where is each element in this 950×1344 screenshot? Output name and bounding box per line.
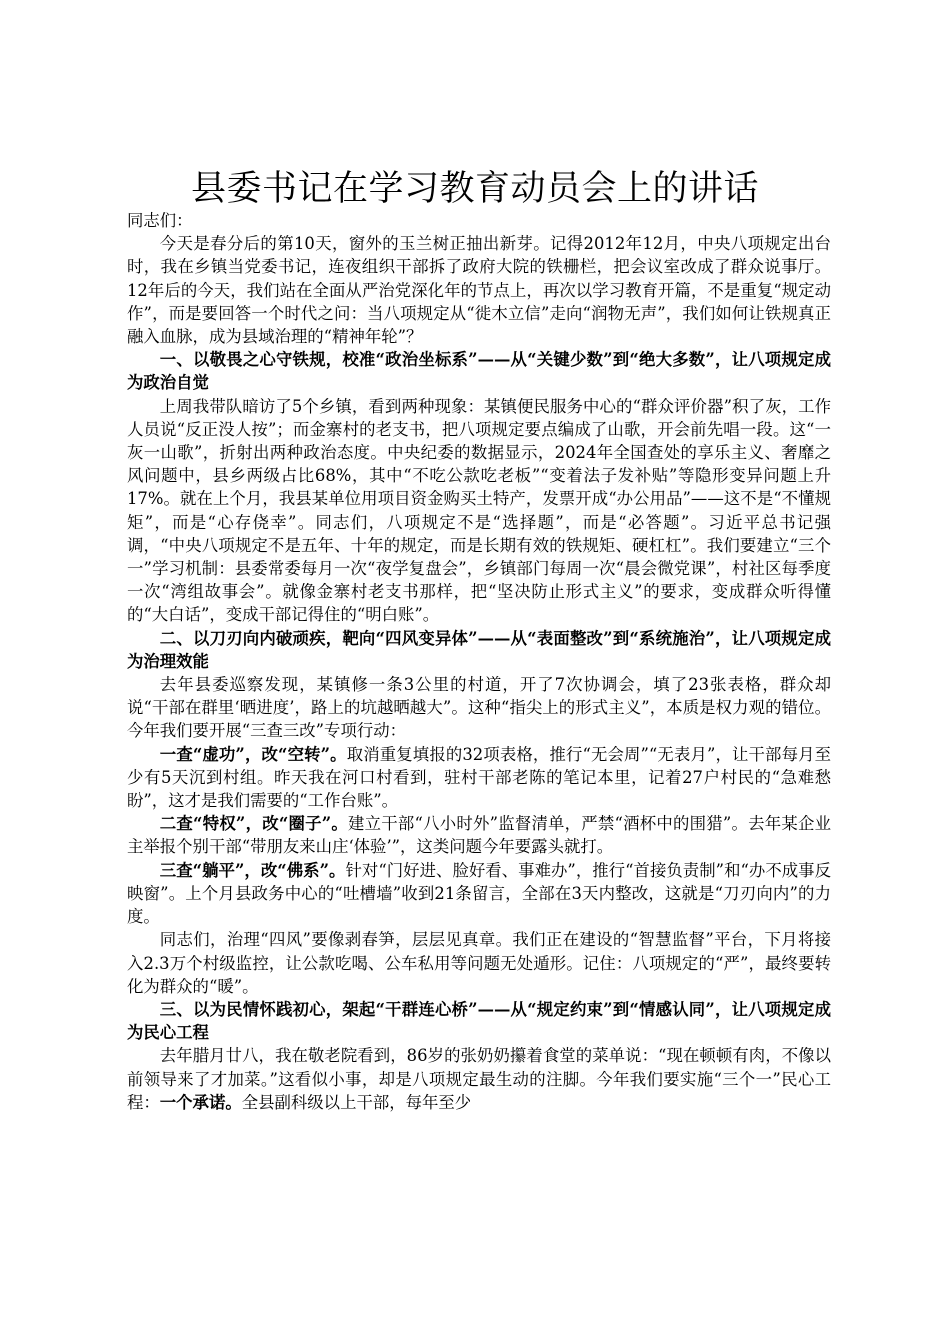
section-3-tail: 全县副科级以上干部，每年至少 <box>241 1092 472 1112</box>
section-3-heading: 三、以为民情怀践初心，架起“干群连心桥”——从“规定约束”到“情感认同”，让八项规定成为民心工程 <box>127 999 831 1043</box>
section-3-paragraph <box>127 1044 831 1114</box>
section-3-text: 去年腊月廿八，我在敬老院看到，86岁的张奶奶攥着食堂的菜单说：“现在顿顿有肉，不像以前领导来了才加菜。”这看似小事，却是八项规定最生动的注脚。今年我们要实施“三个一”民心工程： <box>127 1046 831 1112</box>
intro-paragraph: 今天是春分后的第10天，窗外的玉兰树正抽出新芽。记得2012年12月，中央八项规定出台时，我在乡镇当党委书记，连夜组织干部拆了政府大院的铁栅栏，把会议室改成了群众说事厅。12年后的今天，我们站在全面从严治党深化年的节点上，再次以学习教育开篇，不是重复“规定动作”，而是要回答一个时代之问：当八项规定从“徙木立信”走向“润物无声”，我们如何让铁规真正融入血脉，成为县域治理的“精神年轮”？ <box>127 234 831 347</box>
section-2-closing-paragraph: 同志们，治理“四风”要像剥春笋，层层见真章。我们正在建设的“智慧监督”平台，下月将接入2.3万个村级监控，让公款吃喝、公车私用等问题无处遁形。记住：八项规定的“严”，最终要转化为群众的“暖”。 <box>127 930 831 996</box>
section-2-item-2 <box>127 812 831 858</box>
item-2-text: 建立干部“八小时外”监督清单，严禁“酒杯中的围猎”。去年某企业主举报个别干部“带朋友来山庄‘体验’”，这类问题今年要露头就打。 <box>127 814 831 857</box>
section-2-item-3 <box>127 859 831 929</box>
section-2-item-1 <box>127 743 831 813</box>
document-body <box>127 209 831 1114</box>
item-3-text: 针对“门好进、脸好看、事难办”，推行“首接负责制”和“办不成事反映窗”。上个月县政务中心的“吐槽墙”收到21条留言，全部在3天内整改，这就是“刀刃向内”的力度。 <box>127 860 831 927</box>
salutation: 同志们： <box>127 211 193 230</box>
item-1-lead: 一查“虚功”，改“空转”。 <box>159 744 347 764</box>
item-3-lead: 三查“躺平”，改“佛系”。 <box>159 860 346 880</box>
section-1-heading: 一、以敬畏之心守铁规，校准“政治坐标系”——从“关键少数”到“绝大多数”，让八项规定成为政治自觉 <box>127 350 831 393</box>
section-1-paragraph: 上周我带队暗访了5个乡镇，看到两种现象：某镇便民服务中心的“群众评价器”积了灰，工作人员说“反正没人按”；而金寨村的老支书，把八项规定要点编成了山歌，开会前先唱一段。这“一灰一山歌”，折射出两种政治态度。中央纪委的数据显示，2024年全国查处的享乐主义、奢靡之风问题中，县乡两级占比68%，其中“不吃公款吃老板”“变着法子发补贴”等隐形变异问题上升17%。就在上个月，我县某单位用项目资金购买土特产，发票开成“办公用品”——这不是“不懂规矩”，而是“心存侥幸”。同志们，八项规定不是“选择题”，而是“必答题”。习近平总书记强调，“中央八项规定不是五年、十年的规定，而是长期有效的铁规矩、硬杠杠”。我们要建立“三个一”学习机制：县委常委每月一次“夜学复盘会”，乡镇部门每周一次“晨会微党课”，村社区每季度一次“湾组故事会”。就像金寨村老支书那样，把“坚决防止形式主义”的要求，变成群众听得懂的“大白话”，变成干部记得住的“明白账”。 <box>127 396 831 625</box>
section-2-heading: 二、以刀刃向内破顽疾，靶向“四风变异体”——从“表面整改”到“系统施治”，让八项规定成为治理效能 <box>127 628 831 671</box>
section-3-lead: 一个承诺。 <box>159 1092 242 1112</box>
item-1-text: 取消重复填报的32项表格，推行“无会周”“无表月”，让干部每月至少有5天沉到村组。昨天我在河口村看到，驻村干部老陈的笔记本里，记着27户村民的“急难愁盼”，这才是我们需要的“工作台账”。 <box>127 744 832 811</box>
item-2-lead: 二查“特权”，改“圈子”。 <box>159 814 349 834</box>
document-title: 县委书记在学习教育动员会上的讲话 <box>190 169 759 209</box>
section-2-paragraph: 去年县委巡察发现，某镇修一条3公里的村道，开了7次协调会，填了23张表格，群众却说“干部在群里‘晒进度’，路上的坑越晒越大”。这种“指尖上的形式主义”，本质是权力观的错位。今年我们要开展“三查三改”专项行动： <box>127 675 831 741</box>
